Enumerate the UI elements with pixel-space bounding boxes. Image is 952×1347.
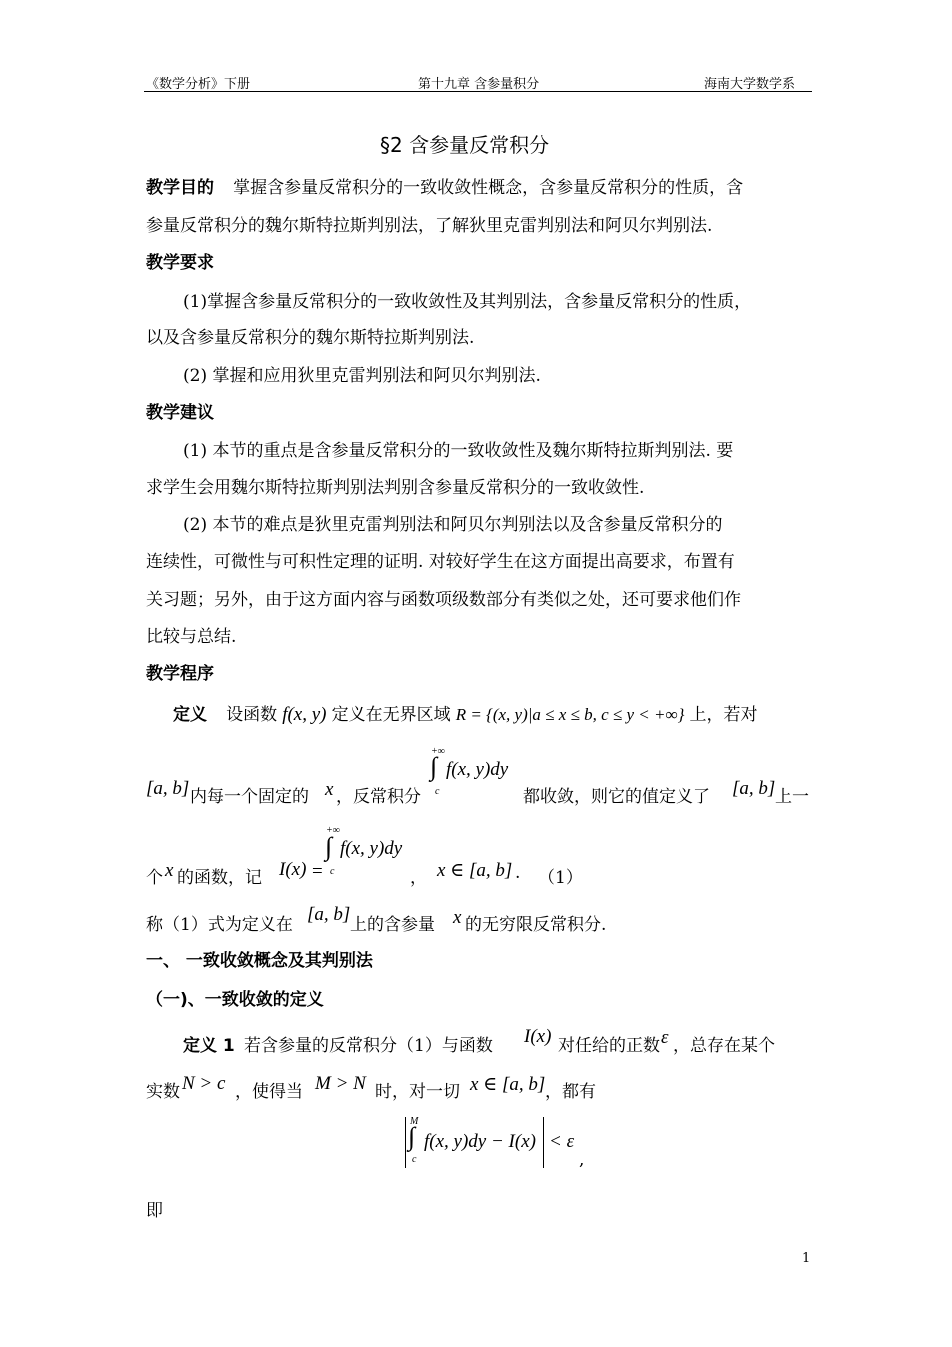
header-rule [144,91,812,92]
epsilon: ε [661,1027,669,1048]
x-in-ab: x ∈ [a, b] [437,860,513,881]
page-number: 1 [802,1251,811,1266]
integrand: f(x, y)dy [446,759,509,780]
section-heading-1: 一、 一致收敛概念及其判别法 [146,951,373,971]
goal-label: 教学目的 [146,178,214,198]
advice-label: 教学建议 [146,403,214,423]
req-label: 教学要求 [146,253,214,273]
integral-sign-3: ∫ [408,1122,416,1151]
header-right: 海南大学数学系 [704,77,796,92]
advice-item-1-line-1: (1) 本节的重点是含参量反常积分的一致收敛性及魏尔斯特拉斯判别法. 要 [183,441,734,461]
advice-item-2-line-3: 关习题；另外，由于这方面内容与函数项级数部分有类似之处，还可要求他们作 [146,590,741,610]
req-item-1-line-1: (1)掌握含参量反常积分的一致收敛性及其判别法，含参量反常积分的性质， [183,292,752,312]
advice-item-2-line-4: 比较与总结. [146,627,237,647]
def1-label: 定义 1 [183,1036,235,1056]
def0-line-1: 定义 设函数 f(x, y) 定义在无界区域 R = {(x, y)|a ≤ x ≤ b, c ≤ y < +∞} 上，若对 [173,704,758,725]
def0-label: 定义 [173,705,207,725]
advice-item-2-line-2: 连续性，可微性与可积性定理的证明. 对较好学生在这方面提出高要求，布置有 [146,552,735,572]
header-center: 第十九章 含参量积分 [418,77,540,92]
proc-label: 教学程序 [146,664,214,684]
Ix-label: I(x) [279,859,307,880]
ji-text: 即 [146,1201,163,1221]
req-item-1-line-2: 以及含参量反常积分的魏尔斯特拉斯判别法. [146,328,475,348]
goal-line-2: 参量反常积分的魏尔斯特拉斯判别法，了解狄里克雷判别法和阿贝尔判别法. [146,216,713,236]
integral-sign-2: ∫ [325,832,333,861]
abs-bar-right [543,1117,544,1168]
region-R: R = {(x, y)|a ≤ x ≤ b, c ≤ y < +∞} [455,705,685,724]
interval-ab: [a, b] [146,778,190,799]
inequality-expression: f(x, y)dy − I(x) [424,1131,536,1152]
integral-sign: ∫ [430,752,438,781]
integral-upper: +∞ [431,746,445,757]
abs-bar-left [405,1117,406,1168]
subsection-heading-1: （一)、一致收敛的定义 [146,990,324,1010]
advice-item-2-line-1: (2) 本节的难点是狄里克雷判别法和阿贝尔判别法以及含参量反常积分的 [183,515,723,535]
goal-line-1: 掌握含参量反常积分的一致收敛性概念，含参量反常积分的性质，含 [233,178,744,198]
advice-item-1-line-2: 求学生会用魏尔斯特拉斯判别法判别含参量反常积分的一致收敛性. [146,478,645,498]
header-left: 《数学分析》下册 [146,77,251,92]
integral-lower: c [435,786,440,797]
req-item-2: (2) 掌握和应用狄里克雷判别法和阿贝尔判别法. [183,366,541,386]
equation-number: （1） [538,868,583,888]
function-fxy: f(x, y) [282,704,327,725]
goal-paragraph [146,173,743,198]
section-title: §2 含参量反常积分 [380,133,550,157]
